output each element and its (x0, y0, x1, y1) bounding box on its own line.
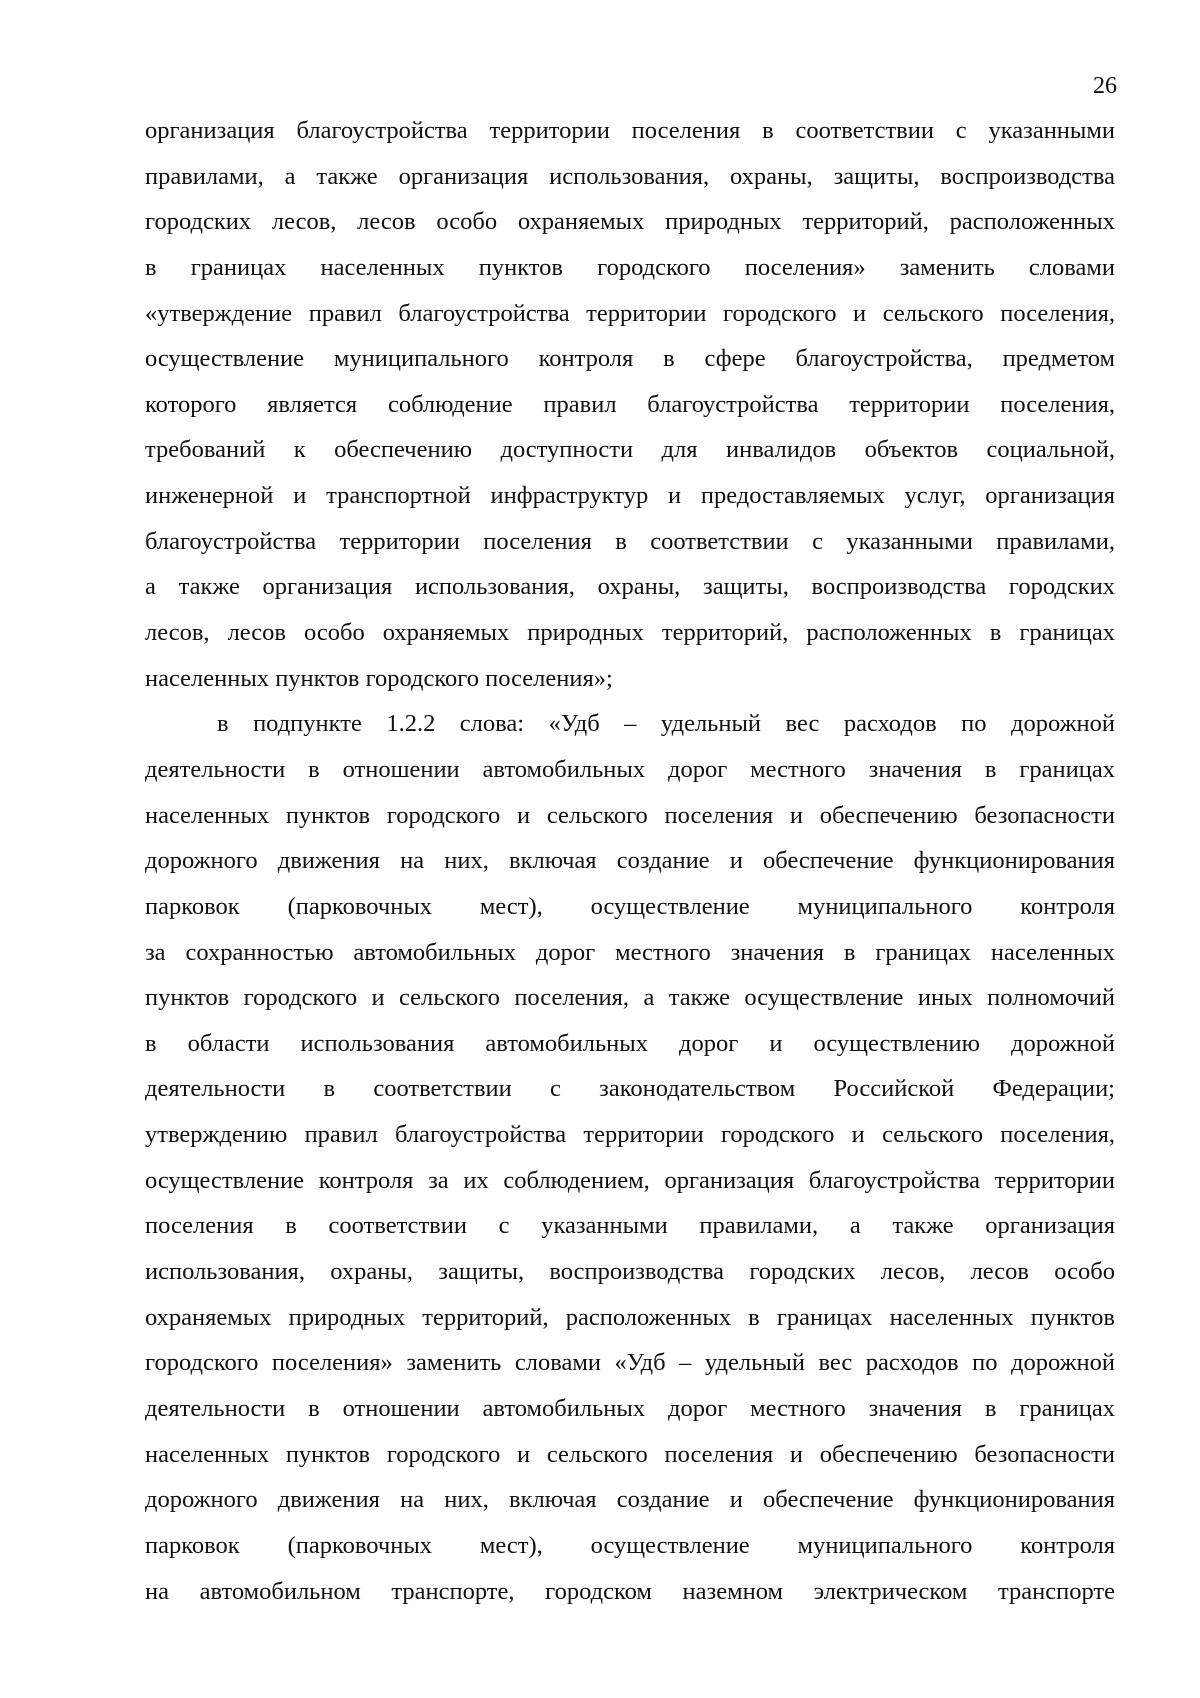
text-line: лесов, лесов особо охраняемых природных территорий, расположенных в границах (145, 619, 1115, 647)
text-line: охраняемых природных территорий, расположенных в границах населенных пунктов (145, 1303, 1115, 1331)
paragraph-1 (145, 108, 1115, 701)
text-line: правилами, а также организация использования, охраны, защиты, воспроизводства (145, 162, 1115, 190)
text-line: населенных пунктов городского и сельского поселения и обеспечению безопасности (145, 801, 1115, 829)
text-line: осуществление контроля за их соблюдением, организация благоустройства территории (145, 1166, 1115, 1194)
text-line: осуществление муниципального контроля в сфере благоустройства, предметом (145, 345, 1115, 373)
text-line: пунктов городского и сельского поселения, а также осуществление иных полномочий (145, 984, 1115, 1012)
text-line: утверждению правил благоустройства территории городского и сельского поселения, (145, 1121, 1115, 1149)
text-line: благоустройства территории поселения в соответствии с указанными правилами, (145, 527, 1115, 555)
text-line: городского поселения» заменить словами «Удб – удельный вес расходов по дорожной (145, 1349, 1115, 1377)
text-line: «утверждение правил благоустройства территории городского и сельского поселения, (145, 299, 1115, 327)
text-line: организация благоустройства территории поселения в соответствии с указанными (145, 117, 1115, 144)
text-line: дорожного движения на них, включая создание и обеспечение функционирования (145, 1486, 1115, 1514)
text-line: городских лесов, лесов особо охраняемых природных территорий, расположенных (145, 208, 1115, 236)
page-number: 26 (1093, 73, 1117, 99)
text-line: требований к обеспечению доступности для инвалидов объектов социальной, (145, 436, 1115, 464)
text-line: парковок (парковочных мест), осуществление муниципального контроля (145, 892, 1115, 920)
text-line: которого является соблюдение правил благоустройства территории поселения, (145, 390, 1115, 418)
body-text (145, 108, 1115, 1614)
text-line: деятельности в отношении автомобильных дорог местного значения в границах (145, 1394, 1115, 1422)
text-line: в подпункте 1.2.2 слова: «Удб – удельный вес расходов по дорожной (217, 710, 1115, 738)
text-line: населенных пунктов городского и сельского поселения и обеспечению безопасности (145, 1440, 1115, 1468)
text-line: деятельности в отношении автомобильных дорог местного значения в границах (145, 755, 1115, 783)
text-line: дорожного движения на них, включая создание и обеспечение функционирования (145, 847, 1115, 875)
text-line: парковок (парковочных мест), осуществление муниципального контроля (145, 1531, 1115, 1559)
paragraph-2 (145, 701, 1115, 1614)
text-line: использования, охраны, защиты, воспроизводства городских лесов, лесов особо (145, 1258, 1115, 1286)
text-line: населенных пунктов городского поселения»; (145, 664, 613, 692)
text-line: в области использования автомобильных дорог и осуществлению дорожной (145, 1029, 1115, 1057)
text-line: инженерной и транспортной инфраструктур и предоставляемых услуг, организация (145, 482, 1115, 510)
text-line: в границах населенных пунктов городского поселения» заменить словами (145, 253, 1115, 281)
text-line: а также организация использования, охраны, защиты, воспроизводства городских (145, 573, 1115, 601)
text-line: поселения в соответствии с указанными правилами, а также организация (145, 1212, 1115, 1240)
text-line: на автомобильном транспорте, городском наземном электрическом транспорте (145, 1577, 1115, 1605)
text-line: за сохранностью автомобильных дорог местного значения в границах населенных (145, 938, 1115, 966)
text-line: деятельности в соответствии с законодательством Российской Федерации; (145, 1075, 1115, 1103)
